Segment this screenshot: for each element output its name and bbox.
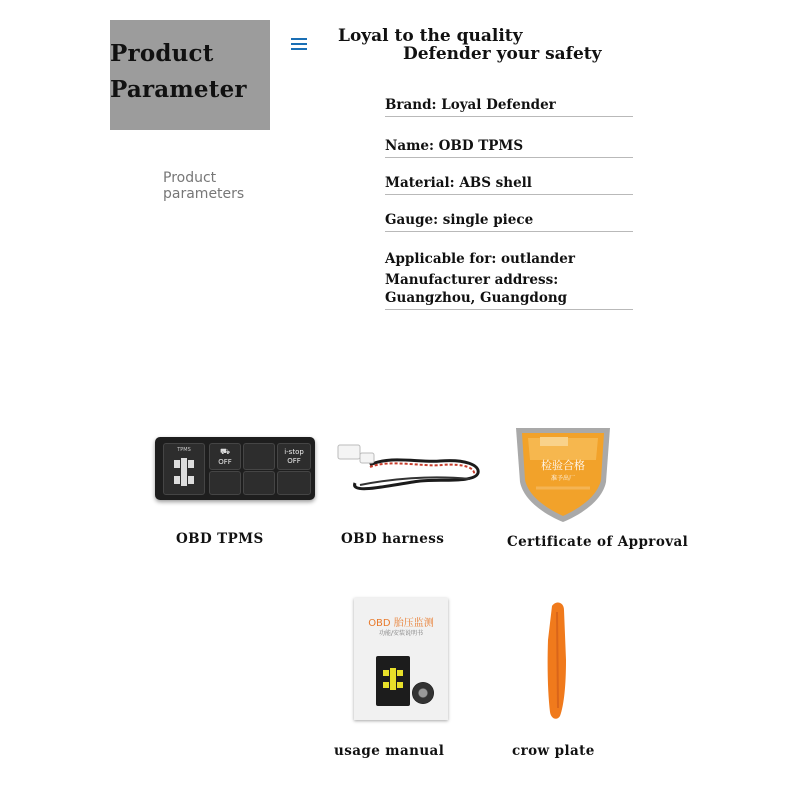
title-line-2: Parameter [110,76,247,103]
manual-booklet-icon [354,598,448,720]
manual-device-image [376,656,410,706]
caption-obd-tpms: OBD TPMS [176,531,264,547]
blank-button-4 [277,471,311,495]
hamburger-menu-icon[interactable] [291,38,307,51]
manufacturer-line-2: Guangzhou, Guangdong [385,290,568,306]
shield-small-text: 准予出厂 [550,475,576,482]
tire-icon [412,682,434,704]
param-applicable: Applicable for: outlander [385,251,575,267]
tpms-label: TPMS [177,447,191,453]
car-tire-icon [376,656,410,706]
caption-usage-manual: usage manual [334,743,445,759]
switch-panel-icon [155,437,315,500]
title-box [110,20,270,130]
blank-button-2 [209,471,241,495]
istop-label: i-stop [284,448,304,456]
param-gauge: Gauge: single piece [385,211,633,232]
off-button [209,443,241,470]
caption-obd-harness: OBD harness [341,531,445,547]
tpms-button [163,443,205,495]
slogan-line-1: Loyal to the quality [338,26,523,46]
blank-button-3 [243,471,275,495]
car-slip-icon: ⛟ [219,447,231,456]
shield-text: 检验合格 [541,459,585,472]
car-tire-icon [164,452,204,496]
caption-crow-plate: crow plate [512,743,595,759]
manual-subtitle: 功能/安装说明书 [378,630,424,637]
manufacturer-line-1: Manufacturer address: [385,272,559,288]
slogan-line-2: Defender your safety [403,44,602,64]
blank-button-1 [243,443,275,470]
istop-button [277,443,311,470]
param-material: Material: ABS shell [385,174,633,195]
manual-title: OBD 胎压监测 [368,618,434,629]
caption-certificate: Certificate of Approval [507,534,689,550]
side-label [163,170,273,202]
param-manufacturer [385,271,633,310]
istop-off-label: OFF [287,457,301,465]
side-label-line-1: Product [163,170,217,186]
title-line-1: Product [110,40,214,67]
shield-certificate-icon [508,420,618,525]
wire-harness-icon [330,435,490,510]
param-name: Name: OBD TPMS [385,137,633,158]
pry-tool-icon [542,600,572,720]
side-label-line-2: parameters [163,186,245,202]
off-label: OFF [218,458,232,466]
param-brand: Brand: Loyal Defender [385,96,633,117]
